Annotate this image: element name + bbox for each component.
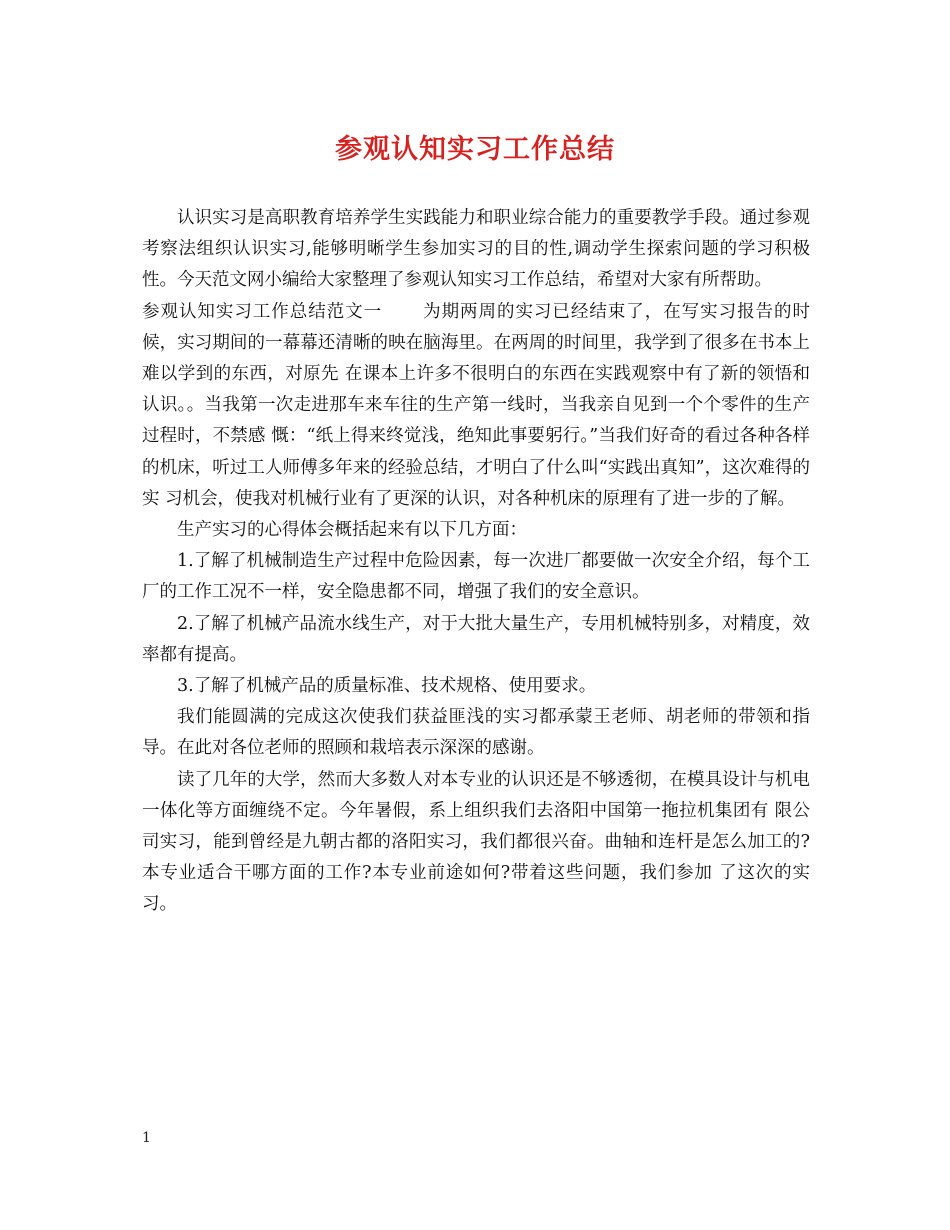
sample-heading: 参观认知实习工作总结范文一 (142, 301, 383, 322)
reflection-paragraph: 读了几年的大学，然而大多数人对本专业的认识还是不够透彻，在模具设计与机电一体化等方面缠绕不定。今年暑假，系上组织我们去洛阳中国第一拖拉机集团有 限公司实习，能到曾经是九朝古都的洛阳实习，我们都很兴奋。曲轴和连杆是怎么加工的?本专业适合干哪方面的工作?本专业前途如何?带着这些问题，我们参加 了这次的实习。 (142, 769, 810, 915)
summary-intro-paragraph: 生产实习的心得体会概括起来有以下几方面： (177, 520, 527, 541)
document-body (142, 203, 810, 921)
thanks-paragraph: 我们能圆满的完成这次使我们获益匪浅的实习都承蒙王老师、胡老师的带领和指导。在此对各位老师的照顾和栽培表示深深的感谢。 (142, 707, 810, 759)
sample-paragraph (142, 297, 810, 515)
intro-paragraph: 认识实习是高职教育培养学生实践能力和职业综合能力的重要教学手段。通过参观考察法组织认识实习,能够明晰学生参加实习的目的性,调动学生探索问题的学习积极性。今天范文网小编给大家整理了参观认知实习工作总结，希望对大家有所帮助。 (142, 208, 810, 291)
point-1-paragraph: 1.了解了机械制造生产过程中危险因素，每一次进厂都要做一次安全介绍，每个工厂的工作工况不一样，安全隐患都不同，增强了我们的安全意识。 (142, 551, 810, 603)
page-title: 参观认知实习工作总结 (335, 134, 615, 165)
point-3-paragraph: 3.了解了机械产品的质量标准、技术规格、使用要求。 (177, 676, 597, 697)
point-2-paragraph: 2.了解了机械产品流水线生产，对于大批大量生产，专用机械特别多，对精度，效率都有提高。 (142, 613, 810, 665)
sample-body: 为期两周的实习已经结束了，在写实习报告的时候，实习期间的一幕幕还清晰的映在脑海里。在两周的时间里，我学到了很多在书本上难以学到的东西，对原先 在课本上许多不很明白的东西在实践观察中有了新的领悟和认识。。当我第一次走进那车来车往的生产第一线时，当我亲自见到一个个零件的生产过程时，不禁感 慨：“纸上得来终觉浅，绝知此事要躬行。”当我们好奇的看过各种各样的机床，听过工人师傅多年来的经验总结，才明白了什么叫“实践出真知”，这次难得的实 习机会，使我对机械行业有了更深的认识，对各种机床的原理有了进一步的了解。 (142, 301, 811, 509)
page-number: 1 (142, 1130, 151, 1146)
